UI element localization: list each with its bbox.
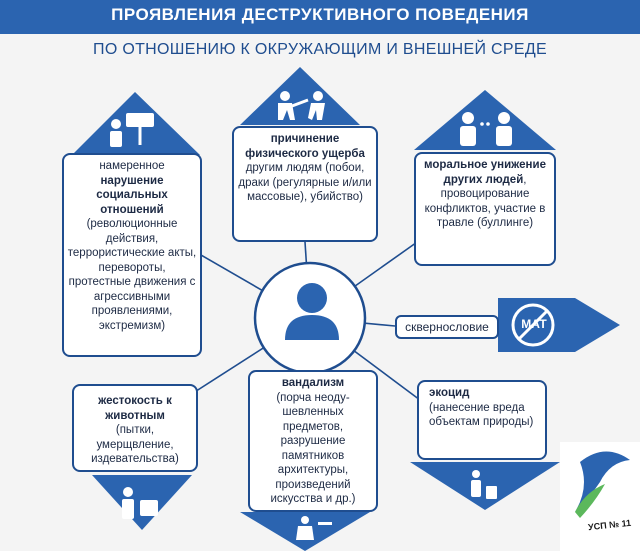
animals-detail: (пытки, умерщвление, издевательства) <box>91 424 179 465</box>
physical-bold: причинение физического ущерба <box>245 133 365 160</box>
arrow-moral <box>414 90 556 150</box>
logo-panel <box>560 442 640 551</box>
vandalism-bold: вандализм <box>281 377 345 389</box>
social-pre: намеренное <box>99 160 165 172</box>
logo-text: УСП № 11 <box>587 517 632 533</box>
physical-detail: другим людям (побои, драки (регулярные и/или массовые), убийство) <box>238 162 372 203</box>
page-title: ПРОЯВЛЕНИЯ ДЕСТРУКТИВНОГО ПОВЕДЕНИЯ <box>111 5 529 24</box>
box-vandalism <box>248 370 378 512</box>
arrow-physical <box>240 67 360 125</box>
moral-bold: моральное унижение других людей <box>424 159 546 186</box>
profanity-label: сквернословие <box>405 320 489 334</box>
page-subtitle: ПО ОТНОШЕНИЮ К ОКРУЖАЮЩИМ И ВНЕШНЕЙ СРЕДЕ <box>93 41 547 58</box>
animals-bold: жестокость к животным <box>98 395 172 422</box>
box-ecocide <box>417 380 547 460</box>
box-moral-humiliation <box>414 152 556 266</box>
moral-detail: , провоцирование конфликтов, участие в травле (буллинге) <box>424 173 546 229</box>
ecocide-bold: экоцид <box>429 387 470 399</box>
vandalism-detail: (порча неоду-шевленных предметов, разрушение памятников архитектуры, произведений искусства и др.) <box>270 391 356 505</box>
social-detail: (революционные действия, террористические акты, перевороты, протестные движения с агрессивными проявлениями, экстремизм) <box>67 218 197 332</box>
arrow-ecocide <box>410 462 560 510</box>
profanity-sign-text: МАТ <box>521 317 547 331</box>
bird-logo-icon <box>560 442 640 522</box>
social-bold: нарушение социальных отношений <box>96 174 168 216</box>
box-social-relations <box>62 153 202 357</box>
ecocide-detail: (нанесение вреда объектам природы) <box>429 401 534 428</box>
box-animal-cruelty <box>72 384 198 472</box>
box-physical-damage <box>232 126 378 242</box>
box-profanity <box>395 315 499 339</box>
